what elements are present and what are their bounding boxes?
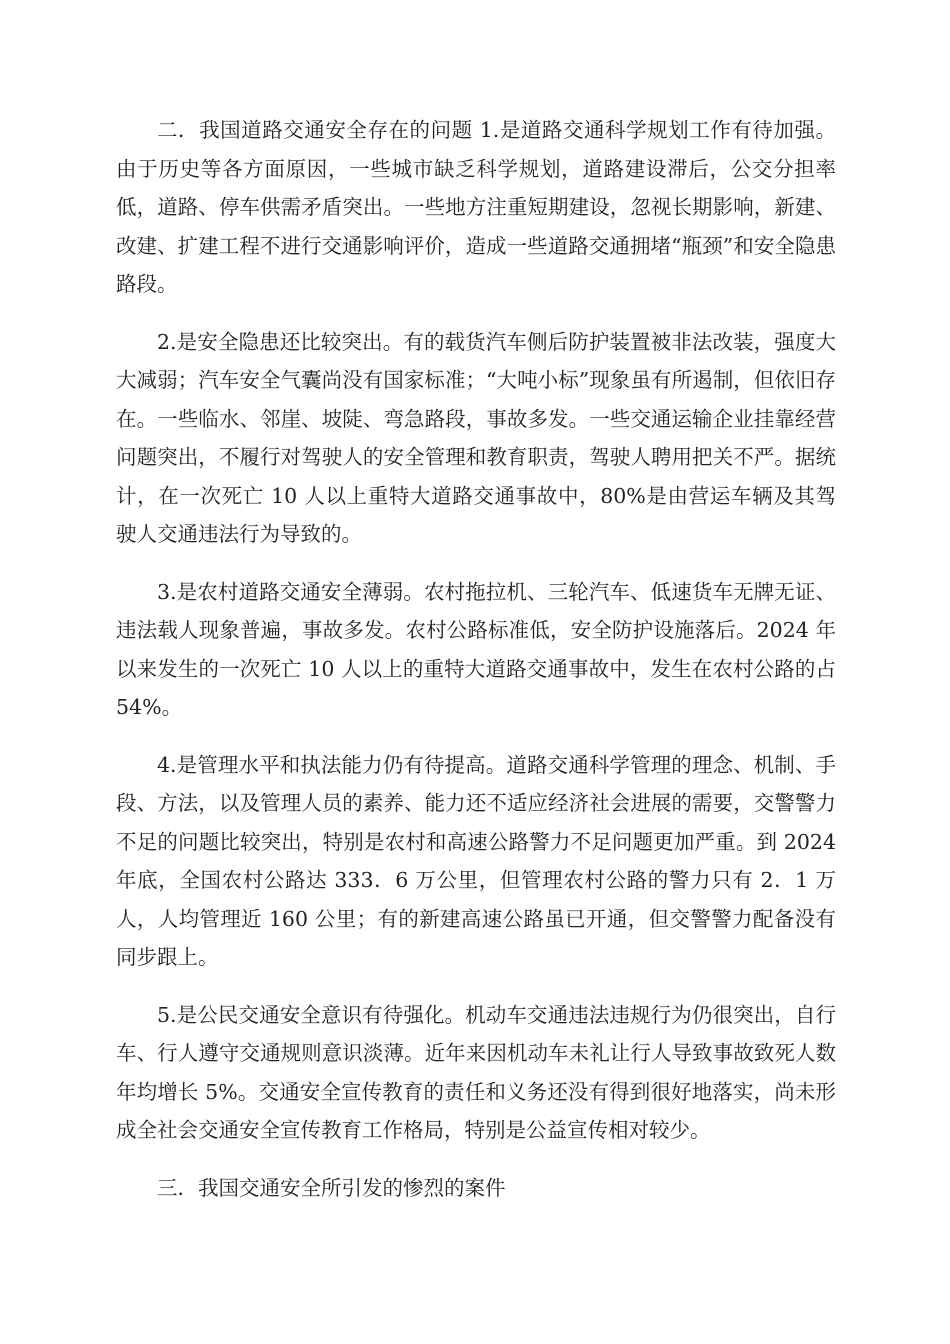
paragraph-rural-roads: 3.是农村道路交通安全薄弱。农村拖拉机、三轮汽车、低速货车无牌无证、违法载人现象普遍，事故多发。农村公路标准低，安全防护设施落后。2024 年以来发生的一次死亡 10 人以上的重特大道路交通事故中，发生在农村公路的占 54%。 — [116, 579, 836, 719]
paragraph-management-enforcement: 4.是管理水平和执法能力仍有待提高。道路交通科学管理的理念、机制、手段、方法，以及管理人员的素养、能力还不适应经济社会进展的需要，交警警力不足的问题比较突出，特别是农村和高速公路警力不足问题更加严重。到 2024 年底，全国农村公路达 333．6 万公里，但管理农村公路的警力只有 2．1 万人，人均管理近 160 公里；有的新建高速公路虽已开通，但交警警力配备没有同步跟上。 — [116, 752, 836, 969]
section-heading-three: 三．我国交通安全所引发的惨烈的案件 — [157, 1175, 506, 1200]
document-body — [116, 111, 836, 1226]
paragraph-safety-hazards: 2.是安全隐患还比较突出。有的载货汽车侧后防护装置被非法改装，强度大大减弱；汽车安全气囊尚没有国家标准；“大吨小标”现象虽有所遏制，但依旧存在。一些临水、邻崖、坡陡、弯急路段，事故多发。一些交通运输企业挂靠经营问题突出，不履行对驾驶人的安全管理和教育职责，驾驶人聘用把关不严。据统计，在一次死亡 10 人以上重特大道路交通事故中，80%是由营运车辆及其驾驶人交通违法行为导致的。 — [116, 329, 836, 546]
paragraph-public-awareness: 5.是公民交通安全意识有待强化。机动车交通违法违规行为仍很突出，自行车、行人遵守交通规则意识淡薄。近年来因机动车未礼让行人导致事故致死人数年均增长 5%。交通安全宣传教育的责任和义务还没有得到很好地落实，尚未形成全社会交通安全宣传教育工作格局，特别是公益宣传相对较少。 — [116, 1002, 836, 1142]
paragraph-section-two-planning: 二．我国道路交通安全存在的问题 1.是道路交通科学规划工作有待加强。由于历史等各方面原因，一些城市缺乏科学规划，道路建设滞后，公交分担率低，道路、停车供需矛盾突出。一些地方注重短期建设，忽视长期影响，新建、改建、扩建工程不进行交通影响评价，造成一些道路交通拥堵“瓶颈”和安全隐患路段。 — [116, 118, 836, 296]
